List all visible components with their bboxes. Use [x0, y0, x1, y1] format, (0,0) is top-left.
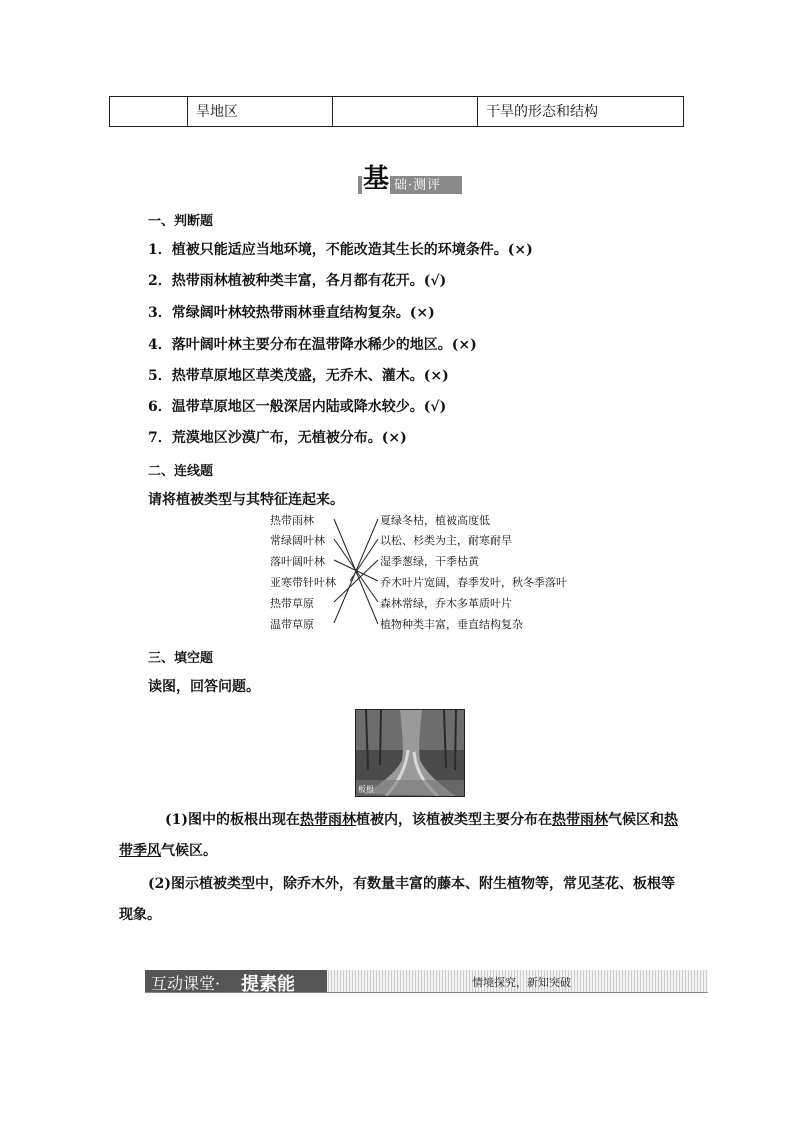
footer-slogan: 情境探究，新知突破 — [472, 976, 571, 989]
q1-text-e: 气候区和 — [608, 812, 664, 828]
section1-title: 一、判断题 — [148, 214, 214, 229]
fill-question-1-line2 — [119, 837, 217, 865]
table-cell-4: 干旱的形态和结构 — [486, 104, 598, 120]
fill-instruction: 读图，回答问题。 — [148, 679, 260, 695]
judge-item-1: 1．植被只能适应当地环境，不能改造其生长的环境条件。(×) — [148, 242, 533, 258]
q1-text-c: 植被内，该植被类型主要分布在 — [356, 812, 552, 828]
match-right-5: 森林常绿，乔木多革质叶片 — [380, 597, 512, 610]
footer-banner-left — [145, 970, 327, 995]
fill-question-2-line1: (2)图示植被类型中，除乔木外，有数量丰富的藤本、附生植物等，常见茎花、板根等 — [148, 876, 675, 892]
fill-question-2-line2: 现象。 — [119, 907, 161, 923]
judge-item-6: 6．温带草原地区一般深居内陆或降水较少。(√) — [148, 399, 447, 415]
q1-answer-3b: 带季风 — [119, 843, 161, 859]
match-right-6: 植物种类丰富，垂直结构复杂 — [380, 618, 523, 631]
q1-answer-3a: 热 — [664, 812, 678, 828]
match-right-3: 湿季葱绿，干季枯黄 — [380, 555, 479, 568]
table-cell-1 — [110, 97, 188, 126]
match-left-1: 热带雨林 — [270, 514, 314, 527]
buttress-root-photo — [355, 709, 465, 797]
match-right-1: 夏绿冬枯，植被高度低 — [380, 514, 490, 527]
photo-label: 板根 — [358, 785, 374, 794]
judge-item-4: 4．落叶阔叶林主要分布在温带降水稀少的地区。(×) — [148, 337, 477, 353]
section-banner — [358, 164, 462, 194]
top-table — [109, 96, 684, 127]
judge-item-7: 7．荒漠地区沙漠广布，无植被分布。(×) — [148, 430, 407, 446]
matching-lines — [268, 512, 568, 638]
match-left-3: 落叶阔叶林 — [270, 555, 325, 568]
match-left-4: 亚寒带针叶林 — [270, 576, 336, 589]
table-cell-3 — [333, 97, 478, 126]
match-line-5 — [334, 560, 378, 602]
q1-answer-1: 热带雨林 — [300, 812, 356, 828]
match-left-6: 温带草原 — [270, 618, 314, 631]
matching-diagram — [268, 512, 568, 638]
q1-text-a: (1)图中的板根出现在 — [165, 812, 300, 828]
match-left-2: 常绿阔叶林 — [270, 534, 325, 547]
banner-big-char: 基 — [363, 164, 390, 194]
footer-label-a: 互动课堂· — [151, 974, 221, 993]
judge-item-2: 2．热带雨林植被种类丰富，各月都有花开。(√) — [148, 273, 447, 289]
q1-answer-2: 热带雨林 — [552, 812, 608, 828]
fill-question-1-line1 — [165, 806, 678, 834]
judge-item-5: 5．热带草原地区草类茂盛，无乔木、灌木。(×) — [148, 368, 449, 384]
section2-title: 二、连线题 — [148, 464, 214, 479]
section3-title: 三、填空题 — [148, 651, 214, 666]
match-right-2: 以松、杉类为主，耐寒耐旱 — [380, 534, 512, 547]
match-left-5: 热带草原 — [270, 597, 314, 610]
matching-instruction: 请将植被类型与其特征连起来。 — [148, 492, 344, 508]
judge-item-3: 3．常绿阔叶林较热带雨林垂直结构复杂。(×) — [148, 305, 435, 321]
table-cell-2: 旱地区 — [188, 97, 333, 126]
match-right-4: 乔木叶片宽阔，春季发叶，秋冬季落叶 — [380, 576, 567, 589]
banner-subtitle: 础·测评 — [394, 178, 442, 193]
footer-label-b: 提素能 — [241, 974, 295, 995]
q1-text-h: 气候区。 — [161, 843, 217, 859]
